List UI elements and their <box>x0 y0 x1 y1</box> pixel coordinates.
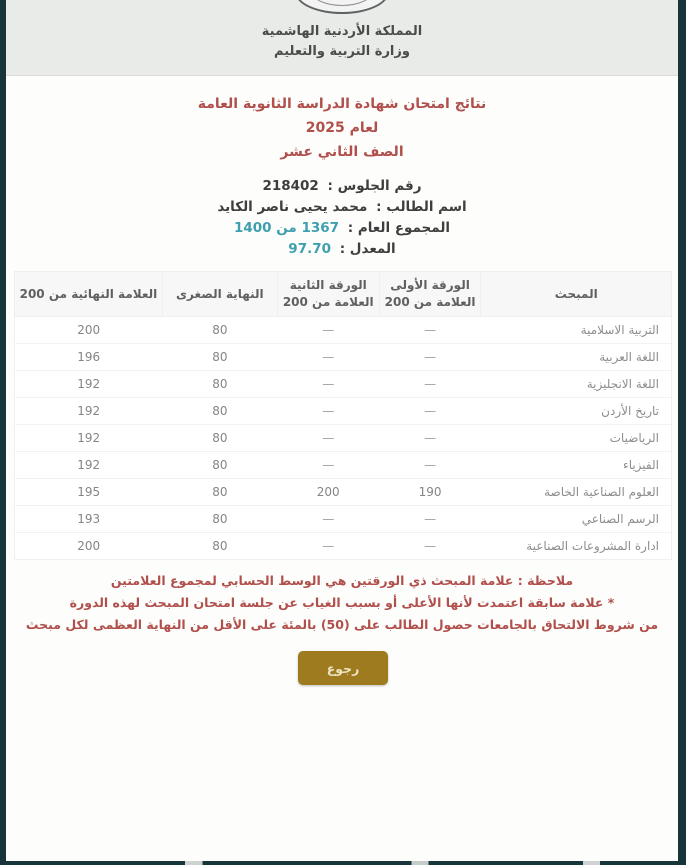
exam-title-grade: الصف الثاني عشر <box>280 144 404 160</box>
header-paper1-line2: العلامة من 200 <box>384 295 476 309</box>
results-table-container <box>14 271 672 560</box>
ministry-header <box>6 0 678 76</box>
subject-cell: الفيزياء <box>481 452 672 479</box>
header-subject: المبحث <box>481 272 672 317</box>
table-row <box>15 344 672 371</box>
screen-edge-bottom <box>0 861 686 865</box>
header-paper2-line2: العلامة من 200 <box>282 295 374 309</box>
min-cell: 80 <box>162 371 277 398</box>
paper1-cell: — <box>379 425 481 452</box>
header-paper1 <box>379 272 481 317</box>
final-cell: 192 <box>15 452 163 479</box>
min-cell: 80 <box>162 533 277 560</box>
header-paper2 <box>277 272 379 317</box>
subject-cell: العلوم الصناعية الخاصة <box>481 479 672 506</box>
seat-number-line <box>6 176 678 197</box>
ministry-crest-logo <box>295 0 389 14</box>
paper2-cell: — <box>277 371 379 398</box>
paper1-cell: — <box>379 398 481 425</box>
subject-cell: الرياضيات <box>481 425 672 452</box>
note-line2: * علامة سابقة اعتمدت لأنها الأعلى أو بسبب الغياب عن جلسة امتحان المبحث لهذه الدورة <box>69 595 615 610</box>
results-table <box>14 271 672 560</box>
header-paper1-line1: الورقة الأولى <box>390 278 470 292</box>
paper2-cell: — <box>277 452 379 479</box>
screen-edge-right <box>678 0 686 865</box>
final-cell: 192 <box>15 398 163 425</box>
min-cell: 80 <box>162 344 277 371</box>
exam-title-line1: نتائج امتحان شهادة الدراسة الثانوية العامة <box>197 96 487 112</box>
subject-cell: ادارة المشروعات الصناعية <box>481 533 672 560</box>
header-final: العلامة النهائية من 200 <box>15 272 163 317</box>
student-info-block <box>6 176 678 260</box>
min-cell: 80 <box>162 398 277 425</box>
crest-inner-ring <box>311 0 373 6</box>
table-row <box>15 425 672 452</box>
screen-edge-left <box>0 0 6 865</box>
header-paper2-line1: الورقة الثانية <box>289 278 367 292</box>
total-score-line <box>6 218 678 239</box>
total-score-value: 1367 من 1400 <box>233 220 340 236</box>
table-header-row <box>15 272 672 317</box>
seat-number-label: رقم الجلوس : <box>327 178 422 194</box>
paper2-cell: — <box>277 398 379 425</box>
table-row <box>15 371 672 398</box>
table-row <box>15 452 672 479</box>
paper1-cell: — <box>379 506 481 533</box>
average-label: المعدل : <box>339 241 396 257</box>
exam-title-block <box>6 92 678 164</box>
student-name-value: محمد يحيى ناصر الكايد <box>217 199 368 215</box>
table-row <box>15 398 672 425</box>
paper2-cell: — <box>277 506 379 533</box>
note-line3: من شروط الالتحاق بالجامعات حصول الطالب على (50) بالمئة على الأقل من النهاية العظمى لكل مبحث <box>25 617 659 632</box>
paper1-cell: — <box>379 533 481 560</box>
paper2-cell: — <box>277 344 379 371</box>
table-row <box>15 506 672 533</box>
exam-title-year: لعام 2025 <box>305 120 379 136</box>
min-cell: 80 <box>162 452 277 479</box>
final-cell: 192 <box>15 371 163 398</box>
average-line <box>6 239 678 260</box>
kingdom-name: المملكة الأردنية الهاشمية <box>261 24 423 39</box>
back-button[interactable]: رجوع <box>298 651 388 685</box>
subject-cell: التربية الاسلامية <box>481 317 672 344</box>
paper1-cell: — <box>379 344 481 371</box>
note-line1: ملاحظة : علامة المبحث ذي الورقتين هي الوسط الحسابي لمجموع العلامتين <box>110 573 574 588</box>
subject-cell: الرسم الصناعي <box>481 506 672 533</box>
final-cell: 200 <box>15 533 163 560</box>
student-name-line <box>6 197 678 218</box>
average-value: 97.70 <box>288 241 331 257</box>
min-cell: 80 <box>162 479 277 506</box>
subject-cell: اللغة العربية <box>481 344 672 371</box>
total-score-label: المجموع العام : <box>347 220 451 236</box>
final-cell: 193 <box>15 506 163 533</box>
paper1-cell: — <box>379 371 481 398</box>
table-row <box>15 317 672 344</box>
seat-number-value: 218402 <box>262 178 319 194</box>
subject-cell: اللغة الانجليزية <box>481 371 672 398</box>
paper2-cell: — <box>277 317 379 344</box>
ministry-name: وزارة التربية والتعليم <box>274 44 410 59</box>
final-cell: 200 <box>15 317 163 344</box>
final-cell: 196 <box>15 344 163 371</box>
min-cell: 80 <box>162 506 277 533</box>
header-min: النهاية الصغرى <box>162 272 277 317</box>
paper1-cell: — <box>379 317 481 344</box>
paper2-cell: — <box>277 425 379 452</box>
min-cell: 80 <box>162 317 277 344</box>
table-row <box>15 479 672 506</box>
final-cell: 195 <box>15 479 163 506</box>
paper2-cell: 200 <box>277 479 379 506</box>
final-cell: 192 <box>15 425 163 452</box>
paper1-cell: 190 <box>379 479 481 506</box>
paper2-cell: — <box>277 533 379 560</box>
paper1-cell: — <box>379 452 481 479</box>
notes-block <box>6 570 678 636</box>
min-cell: 80 <box>162 425 277 452</box>
table-row <box>15 533 672 560</box>
student-name-label: اسم الطالب : <box>376 199 467 215</box>
subject-cell: تاريخ الأردن <box>481 398 672 425</box>
